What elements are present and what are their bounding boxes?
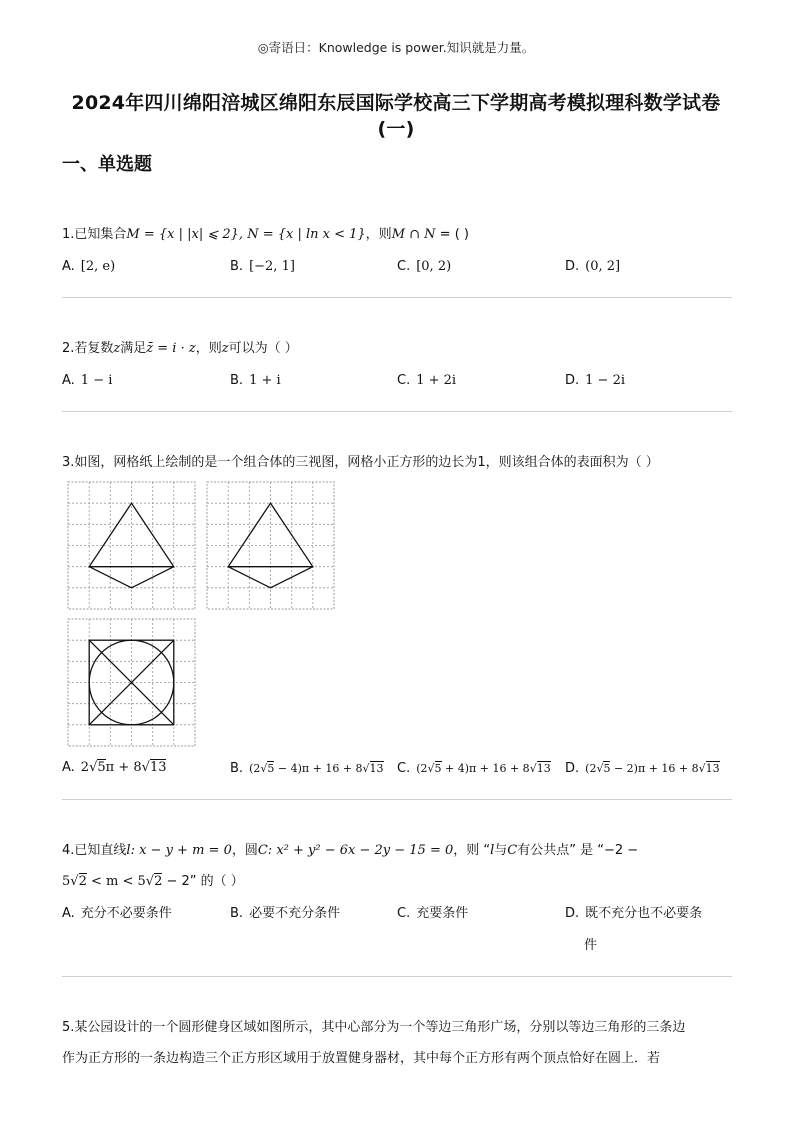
option-c[interactable]: C. 充要条件	[397, 906, 469, 921]
option-b[interactable]: B. 1 + i	[230, 373, 281, 388]
option-b[interactable]: B. [−2, 1]	[230, 259, 295, 274]
question-1-stem: 1.已知集合M = {x | |x| ⩽ 2}, N = {x | ln x < 1}，则M ∩ N = ( )	[62, 227, 469, 242]
question-number: 4.	[62, 843, 75, 858]
option-c[interactable]: C. [0, 2)	[397, 259, 452, 274]
option-c[interactable]: C. (2√5 + 4)π + 16 + 8√13	[397, 761, 551, 776]
option-d[interactable]: D. 1 − 2i	[565, 373, 626, 388]
question-number: 1.	[62, 227, 75, 242]
option-b[interactable]: B. 必要不充分条件	[230, 906, 341, 921]
divider	[62, 411, 732, 412]
option-a[interactable]: A. 1 − i	[62, 373, 113, 388]
option-d[interactable]: D. (2√5 − 2)π + 16 + 8√13	[565, 761, 720, 776]
exam-title-line2: (一)	[377, 118, 415, 140]
question-5-stem: 5.某公园设计的一个圆形健身区域如图所示，其中心部分为一个等边三角形广场，分别以等边三角形的三条边	[62, 1020, 686, 1035]
front-view-figure	[66, 480, 197, 611]
option-c[interactable]: C. 1 + 2i	[397, 373, 457, 388]
divider	[62, 297, 732, 298]
question-number: 3.	[62, 455, 75, 470]
top-view-figure	[66, 617, 197, 748]
option-a[interactable]: A. 2√5π + 8√13	[62, 760, 167, 775]
option-d[interactable]: D. 既不充分也不必要条	[565, 906, 703, 921]
header-motto: ◎寄语日：Knowledge is power.知识就是力量。	[257, 40, 535, 55]
exam-title-line1: 2024年四川绵阳涪城区绵阳东辰国际学校高三下学期高考模拟理科数学试卷	[71, 92, 721, 114]
question-5-stem-line2: 作为正方形的一条边构造三个正方形区域用于放置健身器材，其中每个正方形有两个顶点恰好在圆上．若	[62, 1051, 661, 1066]
section-heading: 一、单选题	[62, 154, 152, 175]
option-a[interactable]: A. 充分不必要条件	[62, 906, 172, 921]
option-b[interactable]: B. (2√5 − 4)π + 16 + 8√13	[230, 761, 384, 776]
question-3-stem: 3.如图，网格纸上绘制的是一个组合体的三视图，网格小正方形的边长为1，则该组合体的表面积为（ ）	[62, 455, 659, 470]
question-2-stem: 2.若复数z满足z̄ = i · z，则z可以为（ ）	[62, 341, 298, 356]
side-view-figure	[205, 480, 336, 611]
divider	[62, 799, 732, 800]
option-d[interactable]: D. (0, 2]	[565, 259, 621, 274]
question-number: 5.	[62, 1020, 75, 1035]
divider	[62, 976, 732, 977]
question-number: 2.	[62, 341, 75, 356]
option-a[interactable]: A. [2, e)	[62, 259, 116, 274]
option-d-wrap: 件	[584, 938, 598, 953]
question-4-stem-line2: 5√2 < m < 5√2 − 2” 的（ ）	[62, 874, 244, 889]
question-4-stem: 4.已知直线l: x − y + m = 0，圆C: x² + y² − 6x − 2y − 15 = 0，则 “l与C有公共点” 是 “−2 −	[62, 843, 639, 858]
